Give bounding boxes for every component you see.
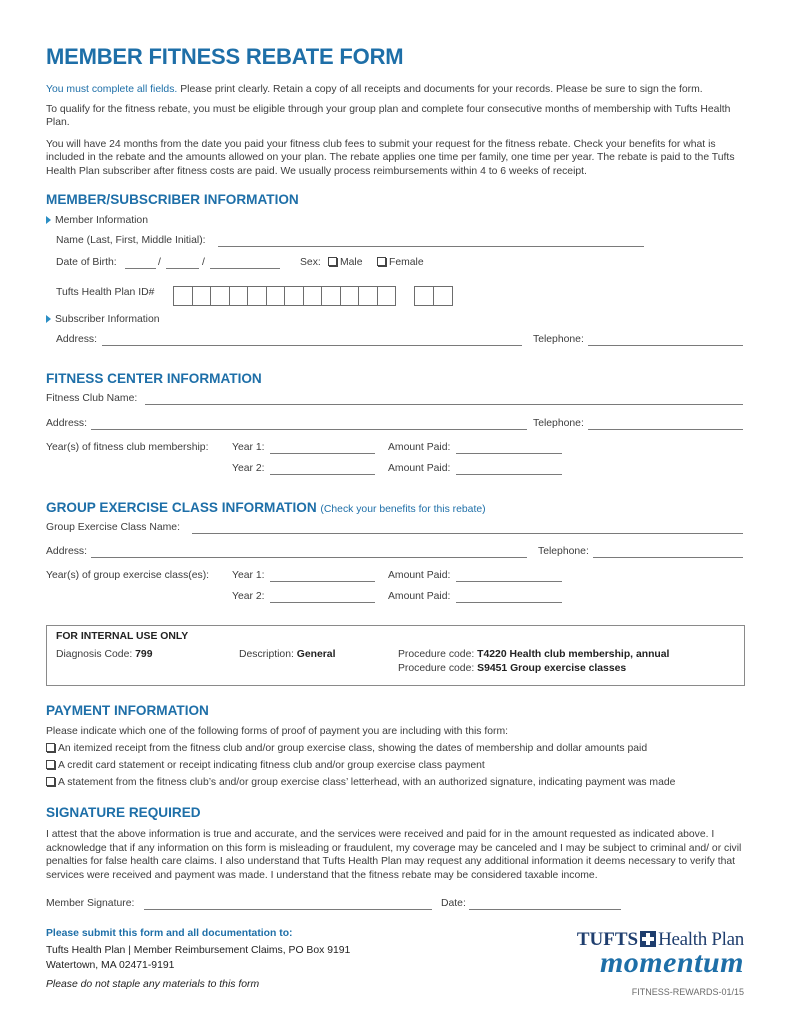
checkbox-icon[interactable] xyxy=(328,257,337,266)
fitness-amount2-field[interactable] xyxy=(456,474,562,475)
procedure-code-2: Procedure code: S9451 Group exercise classes xyxy=(398,663,627,674)
dob-label: Date of Birth: xyxy=(56,257,117,268)
subscriber-address-label: Address: xyxy=(56,334,98,345)
payment-section-heading: PAYMENT INFORMATION xyxy=(46,703,209,718)
subscriber-telephone-field[interactable] xyxy=(588,345,743,346)
fitness-section-heading: FITNESS CENTER INFORMATION xyxy=(46,371,262,386)
intro-paragraph-1 xyxy=(46,83,746,96)
signature-section-heading: SIGNATURE REQUIRED xyxy=(46,805,201,820)
form-title: MEMBER FITNESS REBATE FORM xyxy=(46,44,404,69)
subscriber-telephone-label: Telephone: xyxy=(533,334,584,345)
staple-note: Please do not staple any materials to this form xyxy=(46,979,260,990)
group-year1-field[interactable] xyxy=(270,581,375,582)
momentum-logo: momentum xyxy=(599,946,744,979)
member-id-suffix-boxes[interactable] xyxy=(414,286,453,306)
internal-use-heading: FOR INTERNAL USE ONLY xyxy=(56,631,189,642)
group-heading-note: (Check your benefits for this rebate) xyxy=(320,504,486,515)
intro-paragraph-2: To qualify for the fitness rebate, you must be eligible through your group plan and complete four consecutive months of membership with Tufts Health Plan. xyxy=(46,104,731,129)
group-class-name-field[interactable] xyxy=(192,533,743,534)
sex-label: Sex: xyxy=(300,257,321,268)
cross-logo-icon xyxy=(640,931,656,947)
tufts-health-plan-logo: TUFTS Health Plan xyxy=(576,929,744,950)
member-section-heading: MEMBER/SUBSCRIBER INFORMATION xyxy=(46,192,299,207)
submit-address-line2: Watertown, MA 02471-9191 xyxy=(46,960,175,971)
sex-female-option[interactable]: Female xyxy=(377,257,424,268)
dob-year-field[interactable] xyxy=(210,268,280,269)
group-amount2-label: Amount Paid: xyxy=(388,591,451,602)
signature-date-label: Date: xyxy=(441,898,466,909)
fitness-years-label: Year(s) of fitness club membership: xyxy=(46,442,209,453)
dob-month-field[interactable] xyxy=(125,268,156,269)
intro-paragraph-3: You will have 24 months from the date you paid your fitness club fees to submit your request for the fitness rebate. Check your benefits for what is included in the rebate and the amounts allowed on your plan. The rebate applies one time per family, one time per year. The rebate is paid to the Tufts Health Plan subscriber after fitness costs are paid. We usually process reimbursements within 4 to 6 weeks of receipt. xyxy=(46,139,735,177)
group-section-heading: GROUP EXERCISE CLASS INFORMATION (Check your benefits for this rebate) xyxy=(46,500,486,515)
diagnosis-code: Diagnosis Code: 799 xyxy=(56,649,153,660)
attestation-text: I attest that the above information is true and accurate, and the services were received and paid for in the amount requested as indicated above. I acknowledge that if any information on this form is misleading or fraudulent, my coverage may be canceled and I may be subject to criminal and/ or civil penalties for false health care claims. I also understand that Tufts Health Plan may request any additional information it deems necessary to verify that services were received and payment was made. I understand that the fitness rebate may be considered taxable income. xyxy=(46,829,742,881)
fitness-address-label: Address: xyxy=(46,418,88,429)
member-signature-field[interactable] xyxy=(144,909,432,910)
fitness-amount2-label: Amount Paid: xyxy=(388,463,451,474)
group-address-field[interactable] xyxy=(91,557,527,558)
signature-date-field[interactable] xyxy=(469,909,621,910)
member-info-label: Member Information xyxy=(46,215,148,226)
checkbox-icon[interactable] xyxy=(46,743,55,752)
member-id-boxes[interactable] xyxy=(173,286,396,306)
dob-separator: / xyxy=(202,257,205,268)
group-telephone-field[interactable] xyxy=(593,557,743,558)
group-address-label: Address: xyxy=(46,546,88,557)
fitness-address-field[interactable] xyxy=(91,429,527,430)
group-class-name-label: Group Exercise Class Name: xyxy=(46,522,180,533)
subscriber-address-field[interactable] xyxy=(102,345,522,346)
payment-option-itemized-receipt[interactable]: An itemized receipt from the fitness club and/or group exercise class, showing the dates of membership and dollar amounts paid xyxy=(46,743,647,754)
intro-instructions: Please print clearly. Retain a copy of all receipts and documents for your records. Please be sure to sign the form. xyxy=(177,84,703,95)
triangle-bullet-icon xyxy=(46,216,51,224)
member-id-label: Tufts Health Plan ID# xyxy=(56,287,155,298)
group-telephone-label: Telephone: xyxy=(538,546,589,557)
group-year2-label: Year 2: xyxy=(232,591,265,602)
checkbox-icon[interactable] xyxy=(46,760,55,769)
fitness-amount1-label: Amount Paid: xyxy=(388,442,451,453)
group-years-label: Year(s) of group exercise class(es): xyxy=(46,570,210,581)
fitness-club-name-label: Fitness Club Name: xyxy=(46,393,138,404)
submit-heading: Please submit this form and all documentation to: xyxy=(46,928,293,939)
fitness-amount1-field[interactable] xyxy=(456,453,562,454)
checkbox-icon[interactable] xyxy=(377,257,386,266)
subscriber-info-label: Subscriber Information xyxy=(46,314,160,325)
fitness-year2-field[interactable] xyxy=(270,474,375,475)
form-code: FITNESS-REWARDS-01/15 xyxy=(631,987,744,997)
description: Description: General xyxy=(239,649,336,660)
payment-option-credit-card[interactable]: A credit card statement or receipt indicating fitness club and/or group exercise class payment xyxy=(46,760,485,771)
group-year2-field[interactable] xyxy=(270,602,375,603)
member-signature-label: Member Signature: xyxy=(46,898,135,909)
group-amount2-field[interactable] xyxy=(456,602,562,603)
fitness-year1-label: Year 1: xyxy=(232,442,265,453)
triangle-bullet-icon xyxy=(46,315,51,323)
payment-instruction: Please indicate which one of the following forms of proof of payment you are including with this form: xyxy=(46,726,509,737)
member-name-field[interactable] xyxy=(218,246,644,247)
submit-address-line1: Tufts Health Plan | Member Reimbursement Claims, PO Box 9191 xyxy=(46,945,351,956)
checkbox-icon[interactable] xyxy=(46,777,55,786)
fitness-telephone-label: Telephone: xyxy=(533,418,584,429)
group-year1-label: Year 1: xyxy=(232,570,265,581)
fitness-club-name-field[interactable] xyxy=(145,404,743,405)
dob-day-field[interactable] xyxy=(166,268,199,269)
fitness-telephone-field[interactable] xyxy=(588,429,743,430)
intro-required-note: You must complete all fields. xyxy=(46,84,178,95)
group-amount1-label: Amount Paid: xyxy=(388,570,451,581)
fitness-year1-field[interactable] xyxy=(270,453,375,454)
member-name-label: Name (Last, First, Middle Initial): xyxy=(56,235,206,246)
procedure-code-1: Procedure code: T4220 Health club membership, annual xyxy=(398,649,670,660)
dob-separator: / xyxy=(158,257,161,268)
fitness-year2-label: Year 2: xyxy=(232,463,265,474)
payment-option-letterhead-statement[interactable]: A statement from the fitness club’s and/or group exercise class’ letterhead, with an authorized signature, indicating payment was made xyxy=(46,777,675,788)
group-amount1-field[interactable] xyxy=(456,581,562,582)
sex-male-option[interactable]: Male xyxy=(328,257,363,268)
